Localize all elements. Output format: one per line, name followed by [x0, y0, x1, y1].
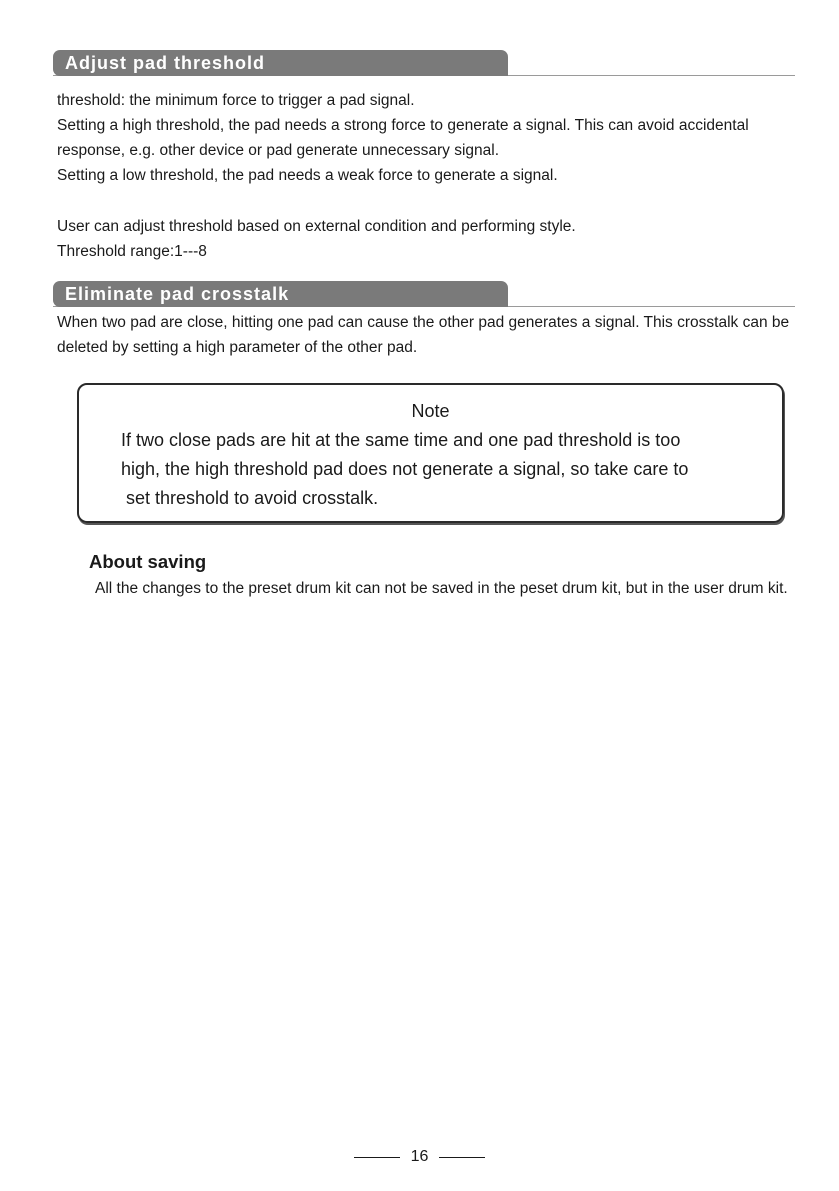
section-header-adjust-pad-threshold — [53, 50, 795, 76]
threshold-adjust-info — [57, 214, 817, 264]
note-line: high, the high threshold pad does not generate a signal, so take care to — [121, 459, 689, 479]
note-title: Note — [411, 401, 450, 421]
paragraph: Setting a low threshold, the pad needs a weak force to generate a signal. — [57, 167, 558, 184]
page-number: 16 — [410, 1148, 429, 1165]
threshold-description — [57, 88, 817, 188]
crosstalk-description — [57, 310, 817, 360]
paragraph: Setting a high threshold, the pad needs a strong force to generate a signal. This can avoid accidental response, e.g. other device or pad generate unnecessary signal. — [57, 117, 749, 159]
note-line: If two close pads are hit at the same time and one pad threshold is too — [121, 430, 681, 450]
paragraph: When two pad are close, hitting one pad can cause the other pad generates a signal. This crosstalk can be deleted by setting a high parameter of the other pad. — [57, 314, 790, 356]
section-title: Adjust pad threshold — [53, 50, 508, 76]
note-line: set threshold to avoid crosstalk. — [121, 488, 379, 508]
note-box — [77, 383, 784, 523]
threshold-range: Threshold range:1---8 — [57, 243, 207, 260]
footer-rule-left — [354, 1157, 400, 1158]
about-saving-body: All the changes to the preset drum kit can not be saved in the peset drum kit, but in the user drum kit. — [95, 580, 788, 597]
paragraph: threshold: the minimum force to trigger a pad signal. — [57, 92, 415, 109]
paragraph: User can adjust threshold based on external condition and performing style. — [57, 218, 576, 235]
about-saving-title: About saving — [89, 551, 207, 572]
note-body — [121, 426, 761, 513]
section-title: Eliminate pad crosstalk — [53, 281, 508, 307]
footer-rule-right — [439, 1157, 485, 1158]
page-footer — [0, 1146, 839, 1168]
section-header-eliminate-pad-crosstalk — [53, 281, 795, 307]
